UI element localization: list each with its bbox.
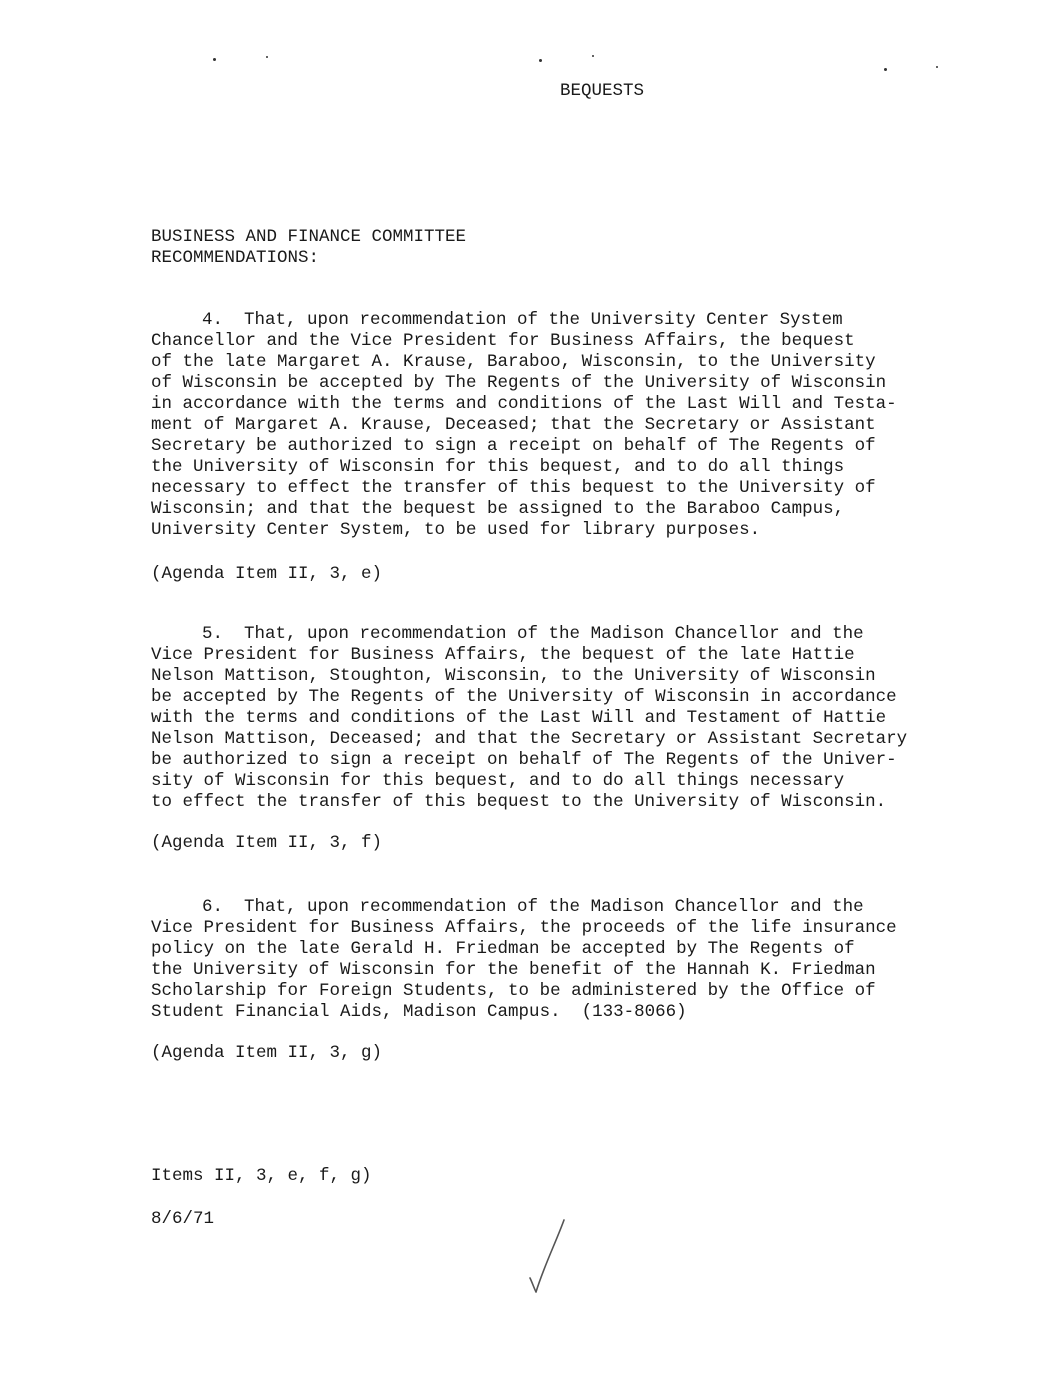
item5-line: to effect the transfer of this bequest to the University of Wisconsin. (151, 792, 887, 812)
item5-line: 5. That, upon recommendation of the Madison Chancellor and the (202, 624, 864, 644)
scan-speck (936, 66, 938, 68)
item4-line: the University of Wisconsin for this bequest, and to do all things (151, 457, 845, 477)
committee-heading-line1: BUSINESS AND FINANCE COMMITTEE (151, 227, 467, 247)
item4-line: necessary to effect the transfer of this bequest to the University of (151, 478, 876, 498)
scan-speck (592, 55, 594, 57)
item5-line: sity of Wisconsin for this bequest, and to do all things necessary (151, 771, 845, 791)
scan-speck (213, 58, 216, 61)
item5-line: be authorized to sign a receipt on behalf of The Regents of the Univer- (151, 750, 897, 770)
committee-heading-line2: RECOMMENDATIONS: (151, 248, 320, 268)
item4-line: Chancellor and the Vice President for Business Affairs, the bequest (151, 331, 855, 351)
item5-line: Nelson Mattison, Deceased; and that the Secretary or Assistant Secretary (151, 729, 908, 749)
item6-line: Student Financial Aids, Madison Campus. (133-8066) (151, 1002, 687, 1022)
item4-line: Wisconsin; and that the bequest be assigned to the Baraboo Campus, (151, 499, 845, 519)
item6-line: policy on the late Gerald H. Friedman be accepted by The Regents of (151, 939, 855, 959)
item4-line: ment of Margaret A. Krause, Deceased; that the Secretary or Assistant (151, 415, 876, 435)
footer-items: Items II, 3, e, f, g) (151, 1166, 372, 1186)
item4-line: of Wisconsin be accepted by The Regents of the University of Wisconsin (151, 373, 887, 393)
item6-line: the University of Wisconsin for the benefit of the Hannah K. Friedman (151, 960, 876, 980)
scan-speck (539, 59, 542, 62)
item5-line: with the terms and conditions of the Last Will and Testament of Hattie (151, 708, 887, 728)
item5-line: Vice President for Business Affairs, the bequest of the late Hattie (151, 645, 855, 665)
item6-line: Vice President for Business Affairs, the proceeds of the life insurance (151, 918, 897, 938)
scan-speck (884, 68, 887, 71)
handwritten-check-mark (520, 1218, 580, 1298)
item5-line: Nelson Mattison, Stoughton, Wisconsin, to the University of Wisconsin (151, 666, 876, 686)
page-title: BEQUESTS (560, 81, 645, 101)
item6-agenda: (Agenda Item II, 3, g) (151, 1043, 383, 1063)
item4-line: 4. That, upon recommendation of the University Center System (202, 310, 843, 330)
item4-line: University Center System, to be used for library purposes. (151, 520, 761, 540)
scan-speck (266, 56, 268, 58)
item4-agenda: (Agenda Item II, 3, e) (151, 564, 383, 584)
item4-line: of the late Margaret A. Krause, Baraboo, Wisconsin, to the University (151, 352, 876, 372)
item6-line: Scholarship for Foreign Students, to be administered by the Office of (151, 981, 876, 1001)
item6-line: 6. That, upon recommendation of the Madison Chancellor and the (202, 897, 864, 917)
item4-line: in accordance with the terms and conditions of the Last Will and Testa- (151, 394, 897, 414)
item4-line: Secretary be authorized to sign a receipt on behalf of The Regents of (151, 436, 876, 456)
item5-agenda: (Agenda Item II, 3, f) (151, 833, 383, 853)
footer-date: 8/6/71 (151, 1209, 215, 1229)
item5-line: be accepted by The Regents of the University of Wisconsin in accordance (151, 687, 897, 707)
